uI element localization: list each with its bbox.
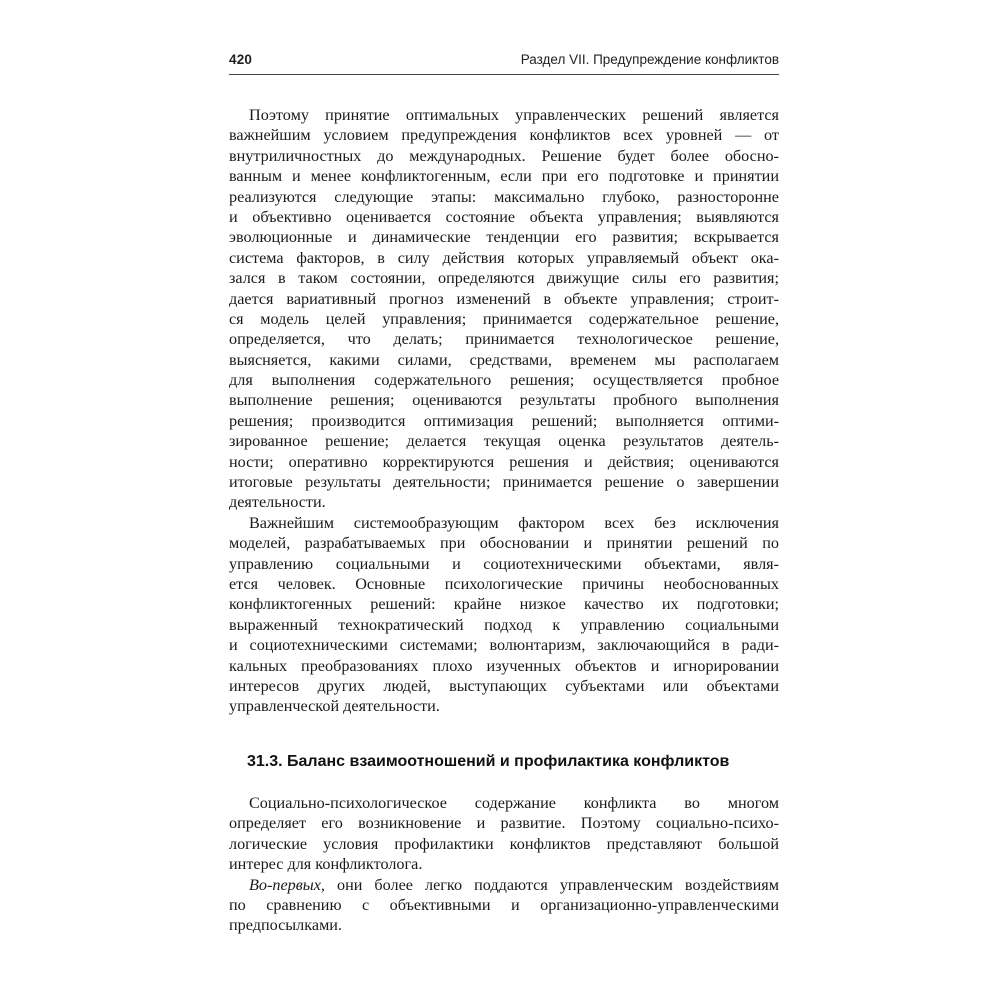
text-line: предпосылками. <box>229 916 343 935</box>
text-line: ся модель целей управления; принимается содержательное решение, <box>229 309 779 328</box>
text-line: эволюционные и динамические тенденции его развития; вскрывается <box>229 228 779 247</box>
text-line: определяется, что делать; принимается технологическое решение, <box>229 330 779 349</box>
text-line: реализуются следующие этапы: максимально глубоко, разносторонне <box>229 187 779 206</box>
page-number: 420 <box>229 52 253 67</box>
text-line: выполнение решения; оцениваются результаты пробного выполнения <box>229 391 779 410</box>
text-line: Важнейшим системообразующим фактором всех без исключения <box>249 513 779 532</box>
section-heading: 31.3. Баланс взаимоотношений и профилактика конфликтов <box>247 753 730 770</box>
text-line <box>229 875 779 895</box>
text-line: моделей, разрабатываемых при обосновании и принятии решений по <box>229 534 779 553</box>
text-line: и социотехническими системами; волюнтаризм, заключающийся в ради- <box>229 636 779 655</box>
text-line: зированное решение; делается текущая оценка результатов деятель- <box>229 432 779 451</box>
text-line: для выполнения содержательного решения; осуществляется пробное <box>229 371 779 390</box>
text-line: кальных преобразованиях плохо изученных объектов и игнорировании <box>229 656 779 675</box>
text-line: определяет его возникновение и развитие. Поэтому социально-психо- <box>229 814 779 833</box>
text-line: по сравнению с объективными и организационно-управленческими <box>229 895 779 914</box>
text-line: Поэтому принятие оптимальных управленческих решений является <box>249 106 779 124</box>
paragraph-1 <box>229 105 779 513</box>
text-line: управленческой деятельности. <box>229 697 440 716</box>
text-line: ности; оперативно корректируются решения и действия; оцениваются <box>229 452 779 471</box>
header-rule <box>229 74 779 75</box>
text-line: логические условия профилактики конфликтов представляют большой <box>229 834 779 853</box>
page-header <box>229 52 779 76</box>
paragraph-3 <box>229 793 779 875</box>
text-line: выясняется, какими силами, средствами, временем мы располагаем <box>229 350 779 369</box>
text-line: интерес для конфликтолога. <box>229 855 423 874</box>
text-line: и объективно оценивается состояние объекта управления; выявляются <box>229 207 779 226</box>
emphasis-lead: Во-первых, <box>249 875 325 894</box>
text-line: зался в таком состоянии, определяются движущие силы его развития; <box>229 269 779 288</box>
section-text <box>229 793 779 936</box>
text-line: интересов других людей, выступающих субъектами или объектами <box>229 676 779 695</box>
text-line: итоговые результаты деятельности; принимается решение о завершении <box>229 473 779 492</box>
text-line: система факторов, в силу действия которых управляемый объект ока- <box>229 248 779 267</box>
text-line: ванным и менее конфликтогенным, если при его подготовке и принятии <box>229 167 779 186</box>
text-fragment: они более легко поддаются управленческим воздействиям <box>324 875 779 894</box>
text-line: дается вариативный прогноз изменений в объекте управления; строит- <box>229 289 779 308</box>
text-line: управлению социальными и социотехническими объектами, явля- <box>229 554 779 573</box>
text-line: внутриличностных до международных. Решение будет более обосно- <box>229 146 779 165</box>
text-line: выраженный технократический подход к управлению социальными <box>229 615 779 634</box>
text-line: конфликтогенных решений: крайне низкое качество их подготовки; <box>229 595 779 614</box>
paragraph-4 <box>229 875 779 936</box>
text-line: Социально-психологическое содержание конфликта во многом <box>249 794 779 812</box>
text-line: важнейшим условием предупреждения конфликтов всех уровней — от <box>229 126 779 145</box>
text-line: решения; производится оптимизация решений; выполняется оптими- <box>229 411 779 430</box>
running-head: Раздел VII. Предупреждение конфликтов <box>520 52 779 67</box>
text-line: ется человек. Основные психологические причины необоснованных <box>229 574 779 593</box>
text-line: деятельности. <box>229 493 326 512</box>
main-text <box>229 105 779 717</box>
paragraph-2 <box>229 513 779 717</box>
